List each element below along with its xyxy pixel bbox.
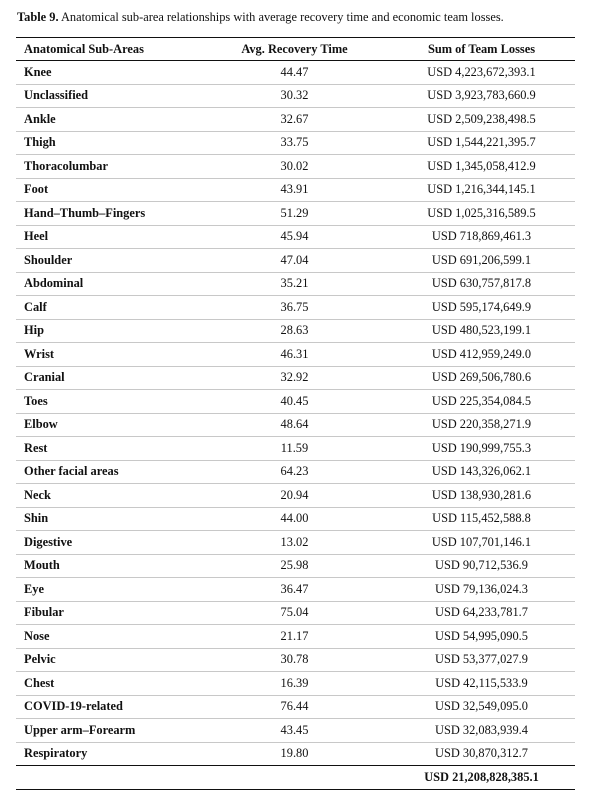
cell-recovery: 32.92 [201,366,388,390]
cell-losses: USD 1,216,344,145.1 [388,178,575,202]
cell-losses: USD 630,757,817.8 [388,272,575,296]
cell-area: Eye [16,578,201,602]
cell-losses: USD 4,223,672,393.1 [388,61,575,85]
cell-recovery: 30.32 [201,84,388,108]
cell-area: Cranial [16,366,201,390]
cell-area: Nose [16,625,201,649]
table-row [16,390,575,414]
table-row [16,437,575,461]
table-row [16,742,575,766]
cell-area: Hand–Thumb–Fingers [16,202,201,226]
table-row [16,531,575,555]
cell-recovery: 30.78 [201,648,388,672]
cell-area: Neck [16,484,201,508]
total-empty-cell [201,766,388,790]
table-row [16,625,575,649]
table-row [16,366,575,390]
cell-losses: USD 1,025,316,589.5 [388,202,575,226]
total-row [16,766,575,790]
table-row [16,695,575,719]
cell-area: Digestive [16,531,201,555]
cell-recovery: 28.63 [201,319,388,343]
table-row [16,578,575,602]
table-row [16,84,575,108]
cell-recovery: 13.02 [201,531,388,555]
cell-losses: USD 54,995,090.5 [388,625,575,649]
cell-area: Pelvic [16,648,201,672]
header-avg-recovery-time: Avg. Recovery Time [241,41,348,56]
cell-recovery: 40.45 [201,390,388,414]
cell-recovery: 64.23 [201,460,388,484]
cell-recovery: 44.00 [201,507,388,531]
cell-losses: USD 3,923,783,660.9 [388,84,575,108]
cell-recovery: 76.44 [201,695,388,719]
cell-losses: USD 32,549,095.0 [388,695,575,719]
table-row [16,131,575,155]
cell-recovery: 46.31 [201,343,388,367]
cell-losses: USD 1,345,058,412.9 [388,155,575,179]
table-body [16,61,575,790]
total-losses-value: USD 21,208,828,385.1 [388,766,575,790]
table-row [16,672,575,696]
cell-recovery: 19.80 [201,742,388,766]
table-header-row [16,38,575,61]
cell-losses: USD 42,115,533.9 [388,672,575,696]
cell-recovery: 51.29 [201,202,388,226]
cell-losses: USD 79,136,024.3 [388,578,575,602]
cell-losses: USD 2,509,238,498.5 [388,108,575,132]
cell-area: Upper arm–Forearm [16,719,201,743]
cell-recovery: 43.91 [201,178,388,202]
cell-area: Rest [16,437,201,461]
table-row [16,601,575,625]
table-row [16,484,575,508]
cell-recovery: 16.39 [201,672,388,696]
cell-area: Wrist [16,343,201,367]
cell-area: Fibular [16,601,201,625]
table-row [16,719,575,743]
cell-area: Mouth [16,554,201,578]
table-row [16,178,575,202]
table-row [16,554,575,578]
table-row [16,249,575,273]
cell-losses: USD 107,701,146.1 [388,531,575,555]
cell-losses: USD 691,206,599.1 [388,249,575,273]
cell-area: COVID-19-related [16,695,201,719]
cell-recovery: 11.59 [201,437,388,461]
cell-recovery: 36.75 [201,296,388,320]
cell-area: Thigh [16,131,201,155]
cell-area: Elbow [16,413,201,437]
table-row [16,507,575,531]
cell-losses: USD 220,358,271.9 [388,413,575,437]
header-sum-of-team-losses: Sum of Team Losses [427,41,536,56]
cell-area: Abdominal [16,272,201,296]
table-row [16,413,575,437]
table-caption [17,9,583,25]
cell-recovery: 43.45 [201,719,388,743]
cell-recovery: 47.04 [201,249,388,273]
cell-losses: USD 190,999,755.3 [388,437,575,461]
cell-area: Hip [16,319,201,343]
table-row [16,343,575,367]
cell-recovery: 36.47 [201,578,388,602]
recovery-losses-table [16,37,575,790]
table-caption-text: Anatomical sub-area relationships with average recovery time and economic team losses. [58,10,504,24]
cell-losses: USD 90,712,536.9 [388,554,575,578]
cell-recovery: 48.64 [201,413,388,437]
cell-area: Thoracolumbar [16,155,201,179]
cell-area: Shoulder [16,249,201,273]
cell-recovery: 32.67 [201,108,388,132]
cell-area: Calf [16,296,201,320]
cell-area: Chest [16,672,201,696]
cell-recovery: 35.21 [201,272,388,296]
cell-losses: USD 30,870,312.7 [388,742,575,766]
cell-losses: USD 595,174,649.9 [388,296,575,320]
cell-losses: USD 269,506,780.6 [388,366,575,390]
table-row [16,648,575,672]
cell-recovery: 44.47 [201,61,388,85]
cell-losses: USD 53,377,027.9 [388,648,575,672]
table-row [16,272,575,296]
cell-losses: USD 225,354,084.5 [388,390,575,414]
cell-losses: USD 64,233,781.7 [388,601,575,625]
cell-area: Toes [16,390,201,414]
cell-recovery: 20.94 [201,484,388,508]
table-row [16,460,575,484]
table-row [16,108,575,132]
cell-recovery: 33.75 [201,131,388,155]
table-caption-label: Table 9. [17,10,59,24]
cell-area: Knee [16,61,201,85]
cell-losses: USD 115,452,588.8 [388,507,575,531]
cell-area: Shin [16,507,201,531]
cell-losses: USD 480,523,199.1 [388,319,575,343]
cell-losses: USD 412,959,249.0 [388,343,575,367]
cell-recovery: 25.98 [201,554,388,578]
cell-area: Heel [16,225,201,249]
table-row [16,61,575,85]
cell-losses: USD 32,083,939.4 [388,719,575,743]
table-row [16,225,575,249]
table-row [16,202,575,226]
cell-losses: USD 143,326,062.1 [388,460,575,484]
header-anatomical-sub-areas: Anatomical Sub-Areas [24,41,144,56]
cell-losses: USD 718,869,461.3 [388,225,575,249]
cell-recovery: 30.02 [201,155,388,179]
cell-recovery: 75.04 [201,601,388,625]
cell-area: Other facial areas [16,460,201,484]
cell-losses: USD 138,930,281.6 [388,484,575,508]
cell-area: Respiratory [16,742,201,766]
cell-area: Unclassified [16,84,201,108]
table-row [16,155,575,179]
cell-losses: USD 1,544,221,395.7 [388,131,575,155]
cell-recovery: 45.94 [201,225,388,249]
cell-area: Foot [16,178,201,202]
total-empty-cell [16,766,201,790]
cell-recovery: 21.17 [201,625,388,649]
cell-area: Ankle [16,108,201,132]
table-row [16,296,575,320]
table-row [16,319,575,343]
